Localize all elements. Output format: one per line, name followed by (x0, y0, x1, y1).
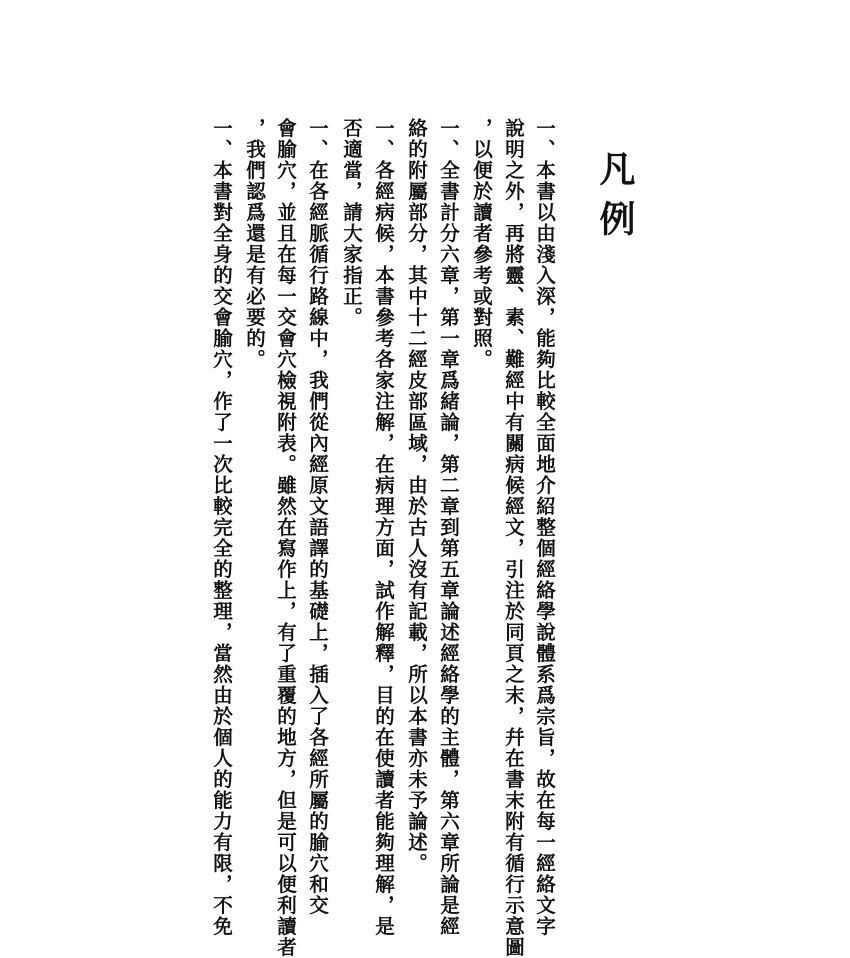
page-title: 凡例 (594, 150, 635, 250)
text-column-11: 一、本書對全身的交會腧穴，作了一次比較完全的整理，當然由於個人的能力有限，不免 (210, 118, 233, 937)
text-column-5: 絡的附屬部分，其中十二經皮部區域，由於古人沒有記載，所以本書亦未予論述。 (405, 118, 428, 874)
text-column-9: 會腧穴，並且在每一交會穴檢視附表。雖然在寫作上，有了重覆的地方，但是可以便利讀者 (274, 118, 297, 958)
text-column-4: 一、全書計分六章，第一章爲緒論，第二章到第五章論述經絡學的主體，第六章所論是經 (437, 118, 460, 937)
text-column-8: 一、在各經脈循行路線中，我們從內經原文語譯的基礎上，插入了各經所屬的腧穴和交 (306, 118, 329, 916)
text-column-7: 否適當，請大家指正。 (340, 118, 363, 328)
text-column-2: 說明之外，再將靈、素、難經中有關病候經文，引注於同頁之末，幷在書末附有循行示意圖 (502, 118, 525, 958)
text-column-6: 一、各經病候，本書參考各家注解，在病理方面，試作解釋，目的在使讀者能夠理解，是 (372, 118, 395, 937)
text-column-1: 一、本書以由淺入深，能夠比較全面地介紹整個經絡學說體系爲宗旨，故在每一經絡文字 (533, 118, 556, 937)
text-column-3: ，以便於讀者參考或對照。 (470, 118, 493, 370)
text-column-10: ，我們認爲還是有必要的。 (243, 118, 266, 370)
